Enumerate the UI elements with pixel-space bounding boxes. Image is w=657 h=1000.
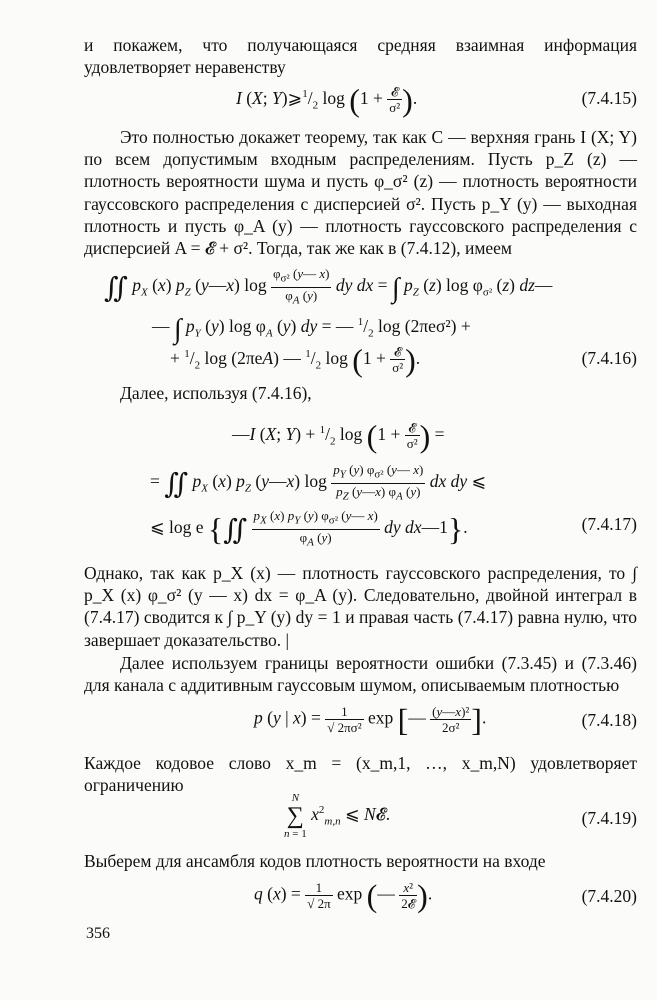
equation-7-4-16-line-2: — ∫ $p_Y$ (y) $\log \varphi_A$ (y) dy = — $^1/_2$ log (2πeσ²) + <box>152 313 471 345</box>
paragraph-2: Это полностью докажет теорему, так как C — верхняя грань I (X; Y) по всем допустимым входным распределениям. Пусть p_Z (z) — плотность вероятности шума и пусть φ_σ² (z) — плотность вероятности гауссовского распределения с дисперсией σ². Пусть p_Y (y) — выходная плотность и пусть φ_A (y) — плотность гауссовского распределения с дисперсией A = 𝓔 + σ². Тогда, так же как в (7.4.12), имеем <box>84 127 637 259</box>
equation-number: (7.4.20) <box>581 886 637 906</box>
page-number: 356 <box>86 925 110 942</box>
paragraph-5: Далее используем границы вероятности ошибки (7.3.45) и (7.3.46) для канала с аддитивным гауссовым шумом, описываемым плотностью <box>84 653 637 696</box>
equation-7-4-17-line-2: = ∬ $p_X$ (x) $p_Z$ (y—x) log $\frac{p_Y (y) \varphi_{\sigma^2} (y— x)}{p_Z (y—x) \varphi_A (y)}$ dx dy ⩽ <box>150 462 487 503</box>
equation-7-4-18: p (y | x) = $\frac{1}{\text{√ 2πσ²}}$ exp [— $\frac{\text{(y—x)²}}{\text{2σ²}}$ ]. <box>254 701 487 738</box>
paragraph-7: Выберем для ансамбля кодов плотность вероятности на входе <box>84 851 546 871</box>
paragraph-6: Каждое кодовое слово x_m = (x_m,1, …, x_m,N) удовлетворяет ограничению <box>84 753 637 796</box>
equation-7-4-17-line-1: —I (X; $Y) + ^1/_2$ log (1 + $\frac{\text{𝓔}}{\text{σ²}}$ ) = <box>232 417 445 454</box>
equation-number: (7.4.17) <box>581 514 637 534</box>
paragraph-1: и покажем, что получающаяся средняя взаимная информация удовлетворяет неравенству <box>84 35 637 78</box>
equation-7-4-16-line-1: ∬ $p_X$ (x) $p_Z$ (y—x) log $\frac{\varphi_{\sigma^2} (y— x)}{\varphi_A (y)}$ dy dx = ∫ $p_Z$ (z) $\log \varphi_{\sigma^2}$ (z) dz— <box>104 266 553 307</box>
equation-7-4-19: N ∑ n = 1 $x^2_{m,n}$ ⩽ N𝓔. <box>284 792 391 840</box>
paragraph-3: Далее, используя (7.4.16), <box>120 383 312 403</box>
equation-7-4-20: q (x) = $\frac{1}{√ 2\pi}$ exp (— $\frac{\text{x²}}{\text{2𝓔}}$ ). <box>254 877 433 914</box>
equation-7-4-15: I (X; $Y)⩾^1/_2$ log (1 + $\frac{\text{𝓔}}{\text{σ²}}$ ). <box>236 81 418 118</box>
equation-number: (7.4.16) <box>581 348 637 368</box>
paragraph-4: Однако, так как p_X (x) — плотность гауссовского распределения, то ∫ p_X (x) φ_σ² (y — x) dx = φ_A (y). Следовательно, двойной интеграл в (7.4.17) сводится к ∫ p_Y (y) dy = 1 и правая часть (7.4.17) равна нулю, что завершает доказательство. | <box>84 563 637 650</box>
equation-7-4-16-line-3: + $^1/_2$ log (2πeA) — $^1/_2$ log (1 + $\frac{\text{𝓔}}{\text{σ²}}$ ). <box>170 341 421 378</box>
equation-number: (7.4.19) <box>581 808 637 828</box>
equation-number: (7.4.15) <box>581 88 637 108</box>
equation-7-4-17-line-3: ⩽ log e {∬ $\frac{p_X (x) p_Y (y) \varphi_{\sigma^2} (y— x)}{\varphi_A (y)}$ dy dx—1}. <box>150 508 468 549</box>
equation-number: (7.4.18) <box>581 710 637 730</box>
